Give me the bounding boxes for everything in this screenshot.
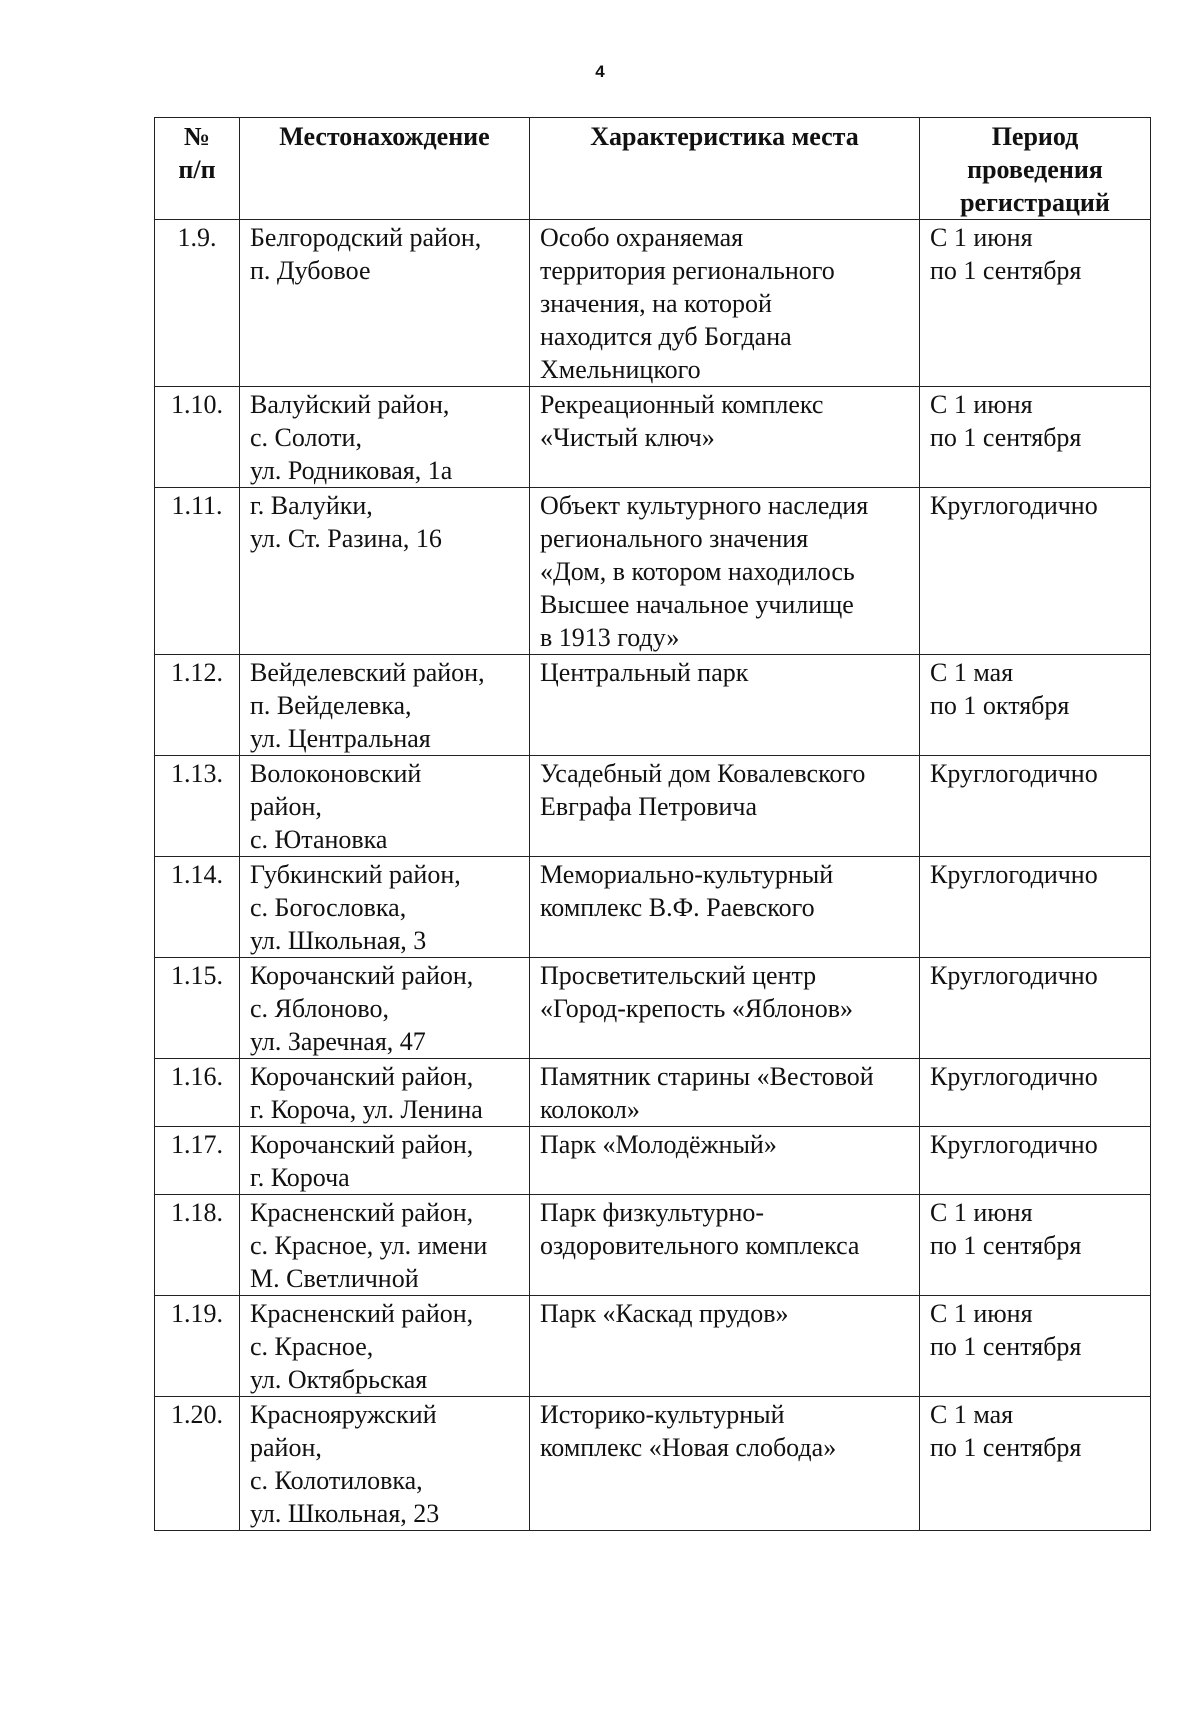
cell-location-line: ул. Ст. Разина, 16	[250, 524, 442, 553]
cell-location-line: район,	[250, 1433, 322, 1462]
cell-number: 1.14.	[155, 857, 240, 958]
cell-characteristic-line: Хмельницкого	[540, 355, 701, 384]
cell-characteristic	[530, 655, 920, 756]
cell-location	[240, 1195, 530, 1296]
cell-period-line: Круглогодично	[930, 759, 1098, 788]
cell-location-line: ул. Октябрьская	[250, 1365, 428, 1394]
header-period: Период проведения регистраций	[920, 118, 1151, 220]
cell-characteristic-line: Историко-культурный	[540, 1400, 785, 1429]
cell-characteristic-line: Высшее начальное училище	[540, 590, 854, 619]
cell-characteristic-line: территория регионального	[540, 256, 835, 285]
table-row	[155, 756, 1151, 857]
cell-number: 1.20.	[155, 1397, 240, 1531]
cell-location-line: с. Ютановка	[250, 825, 388, 854]
cell-period	[920, 1127, 1151, 1195]
cell-period	[920, 387, 1151, 488]
cell-characteristic-line: Парк физкультурно-	[540, 1198, 765, 1227]
table-header-row	[155, 118, 1151, 220]
cell-location-line: Губкинский район,	[250, 860, 461, 889]
cell-period-line: по 1 сентября	[930, 1231, 1082, 1260]
cell-characteristic	[530, 958, 920, 1059]
cell-location-line: ул. Заречная, 47	[250, 1027, 426, 1056]
cell-location-line: Краснояружский	[250, 1400, 437, 1429]
cell-period	[920, 1397, 1151, 1531]
cell-period	[920, 1195, 1151, 1296]
cell-characteristic-line: «Чистый ключ»	[540, 423, 715, 452]
cell-number: 1.9.	[155, 220, 240, 387]
cell-location-line: г. Короча	[250, 1163, 350, 1192]
cell-characteristic-line: «Дом, в котором находилось	[540, 557, 855, 586]
cell-location	[240, 1397, 530, 1531]
table-row	[155, 220, 1151, 387]
cell-location-line: с. Красное, ул. имени	[250, 1231, 488, 1260]
cell-period-line: Круглогодично	[930, 961, 1098, 990]
header-number: № п/п	[155, 118, 240, 220]
cell-location-line: Красненский район,	[250, 1198, 474, 1227]
cell-location-line: Корочанский район,	[250, 961, 474, 990]
cell-location-line: Корочанский район,	[250, 1130, 474, 1159]
cell-characteristic-line: Парк «Каскад прудов»	[540, 1299, 789, 1328]
cell-location	[240, 958, 530, 1059]
cell-location-line: Вейделевский район,	[250, 658, 485, 687]
cell-number: 1.19.	[155, 1296, 240, 1397]
cell-period	[920, 1296, 1151, 1397]
cell-number: 1.17.	[155, 1127, 240, 1195]
table-row	[155, 488, 1151, 655]
cell-period-line: С 1 мая	[930, 1400, 1014, 1429]
cell-characteristic	[530, 387, 920, 488]
cell-number: 1.11.	[155, 488, 240, 655]
table-row	[155, 857, 1151, 958]
cell-location-line: с. Яблоново,	[250, 994, 389, 1023]
cell-location-line: ул. Родниковая, 1а	[250, 456, 453, 485]
cell-characteristic-line: Памятник старины «Вестовой	[540, 1062, 874, 1091]
cell-characteristic-line: Парк «Молодёжный»	[540, 1130, 777, 1159]
cell-location-line: п. Дубовое	[250, 256, 371, 285]
table-row	[155, 387, 1151, 488]
cell-characteristic-line: комплекс В.Ф. Раевского	[540, 893, 815, 922]
cell-period-line: по 1 сентября	[930, 1332, 1082, 1361]
cell-number: 1.15.	[155, 958, 240, 1059]
table-row	[155, 1296, 1151, 1397]
header-location: Местонахождение	[240, 118, 530, 220]
cell-period-line: Круглогодично	[930, 1130, 1098, 1159]
page-number: 4	[595, 62, 605, 81]
cell-location-line: ул. Центральная	[250, 724, 431, 753]
cell-number: 1.18.	[155, 1195, 240, 1296]
cell-characteristic	[530, 1397, 920, 1531]
cell-location	[240, 1059, 530, 1127]
cell-location-line: с. Колотиловка,	[250, 1466, 423, 1495]
cell-number: 1.16.	[155, 1059, 240, 1127]
cell-characteristic-line: Просветительский центр	[540, 961, 817, 990]
cell-location	[240, 488, 530, 655]
cell-location-line: Белгородский район,	[250, 223, 482, 252]
cell-period	[920, 655, 1151, 756]
cell-characteristic-line: Рекреационный комплекс	[540, 390, 824, 419]
registration-places-table	[154, 117, 1151, 1531]
cell-period-line: по 1 сентября	[930, 1433, 1082, 1462]
cell-characteristic	[530, 1195, 920, 1296]
cell-period-line: С 1 июня	[930, 223, 1033, 252]
cell-characteristic-line: в 1913 году»	[540, 623, 680, 652]
cell-period	[920, 220, 1151, 387]
cell-location	[240, 857, 530, 958]
cell-location-line: Волоконовский	[250, 759, 422, 788]
cell-period-line: С 1 мая	[930, 658, 1014, 687]
table-row	[155, 655, 1151, 756]
cell-location	[240, 220, 530, 387]
cell-location-line: с. Солоти,	[250, 423, 362, 452]
cell-characteristic-line: находится дуб Богдана	[540, 322, 792, 351]
cell-characteristic	[530, 756, 920, 857]
cell-location	[240, 1296, 530, 1397]
cell-period	[920, 1059, 1151, 1127]
cell-period-line: по 1 октября	[930, 691, 1070, 720]
cell-location-line: г. Валуйки,	[250, 491, 373, 520]
cell-location-line: п. Вейделевка,	[250, 691, 412, 720]
cell-period-line: С 1 июня	[930, 1299, 1033, 1328]
table-row	[155, 1059, 1151, 1127]
cell-characteristic-line: комплекс «Новая слобода»	[540, 1433, 837, 1462]
cell-period	[920, 488, 1151, 655]
cell-number: 1.10.	[155, 387, 240, 488]
cell-period	[920, 756, 1151, 857]
cell-characteristic-line: Усадебный дом Ковалевского	[540, 759, 866, 788]
cell-characteristic	[530, 1296, 920, 1397]
cell-period-line: Круглогодично	[930, 491, 1098, 520]
cell-characteristic-line: Особо охраняемая	[540, 223, 744, 252]
cell-characteristic-line: Центральный парк	[540, 658, 749, 687]
cell-location	[240, 655, 530, 756]
cell-number: 1.12.	[155, 655, 240, 756]
cell-characteristic-line: регионального значения	[540, 524, 809, 553]
table-body	[155, 220, 1151, 1531]
cell-period	[920, 958, 1151, 1059]
cell-period	[920, 857, 1151, 958]
cell-period-line: по 1 сентября	[930, 423, 1082, 452]
cell-location-line: Красненский район,	[250, 1299, 474, 1328]
cell-location-line: г. Короча, ул. Ленина	[250, 1095, 483, 1124]
table-row	[155, 1195, 1151, 1296]
table-row	[155, 1397, 1151, 1531]
cell-location-line: ул. Школьная, 3	[250, 926, 427, 955]
cell-characteristic-line: «Город-крепость «Яблонов»	[540, 994, 853, 1023]
cell-period-line: Круглогодично	[930, 1062, 1098, 1091]
cell-location-line: с. Красное,	[250, 1332, 374, 1361]
cell-characteristic	[530, 220, 920, 387]
cell-characteristic	[530, 1059, 920, 1127]
cell-number: 1.13.	[155, 756, 240, 857]
cell-location-line: Корочанский район,	[250, 1062, 474, 1091]
cell-period-line: С 1 июня	[930, 390, 1033, 419]
cell-period-line: С 1 июня	[930, 1198, 1033, 1227]
cell-characteristic-line: значения, на которой	[540, 289, 772, 318]
cell-location	[240, 387, 530, 488]
cell-characteristic	[530, 857, 920, 958]
header-characteristic: Характеристика места	[530, 118, 920, 220]
cell-location-line: М. Светличной	[250, 1264, 419, 1293]
cell-period-line: Круглогодично	[930, 860, 1098, 889]
cell-characteristic	[530, 488, 920, 655]
cell-period-line: по 1 сентября	[930, 256, 1082, 285]
cell-location	[240, 756, 530, 857]
cell-location	[240, 1127, 530, 1195]
table-row	[155, 1127, 1151, 1195]
cell-location-line: Валуйский район,	[250, 390, 450, 419]
cell-location-line: с. Богословка,	[250, 893, 407, 922]
cell-location-line: район,	[250, 792, 322, 821]
cell-characteristic-line: оздоровительного комплекса	[540, 1231, 860, 1260]
cell-location-line: ул. Школьная, 23	[250, 1499, 440, 1528]
cell-characteristic-line: Объект культурного наследия	[540, 491, 869, 520]
table-row	[155, 958, 1151, 1059]
cell-characteristic-line: Евграфа Петровича	[540, 792, 758, 821]
cell-characteristic	[530, 1127, 920, 1195]
cell-characteristic-line: колокол»	[540, 1095, 640, 1124]
cell-characteristic-line: Мемориально-культурный	[540, 860, 834, 889]
